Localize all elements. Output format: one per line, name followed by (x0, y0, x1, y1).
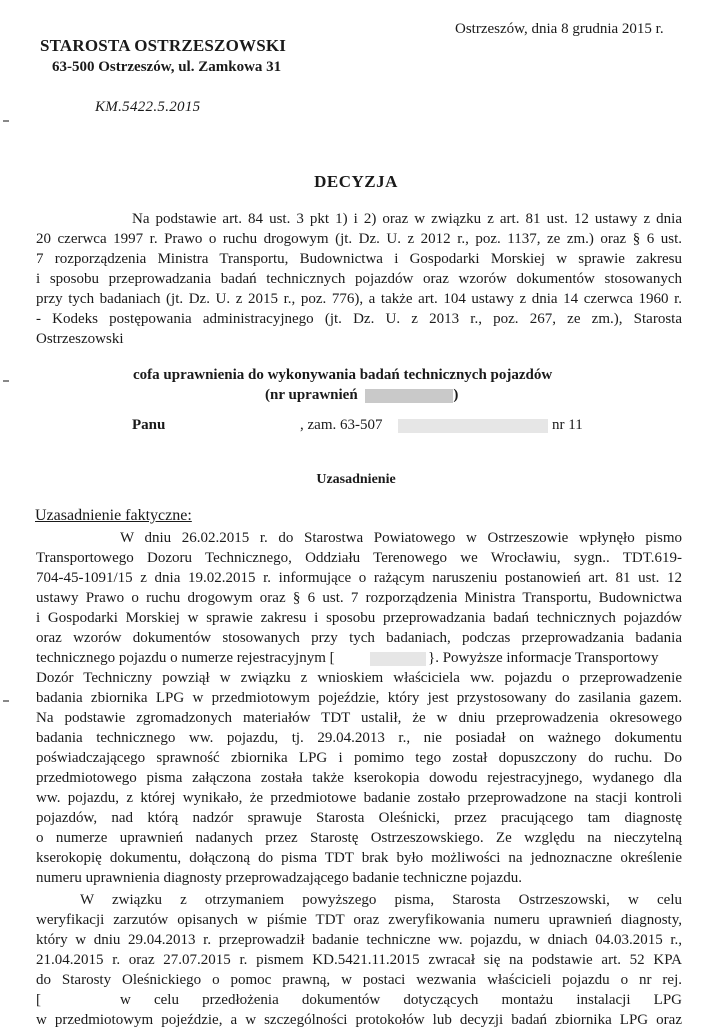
legal-basis-line: - Kodeks postępowania administracyjnego (jt. Dz. U. z 2013 r., poz. 267, ze zm.), Starosta (36, 311, 682, 327)
redacted-address (398, 419, 548, 433)
body-line: 704-45-1091/15 z dnia 19.02.2015 r. informujące o rażącym naruszeniu postanowień art. 81 ust. 12 (36, 570, 682, 586)
document-date: Ostrzeszów, dnia 8 grudnia 2015 r. (455, 21, 664, 37)
legal-basis-line: przy tych badaniach (jt. Dz. U. z 2015 r., poz. 776), a także art. 104 ustawy z dnia 14 czerwca 1960 r. (36, 291, 682, 307)
recipient-label: Panu (132, 417, 166, 433)
body-line-prefix: [ (36, 992, 41, 1008)
legal-basis-line: Na podstawie art. 84 ust. 3 pkt 1) i 2) oraz w związku z art. 81 ust. 12 ustawy z dnia (132, 211, 682, 227)
legal-basis-line: i sposobu przeprowadzania badań technicznych pojazdów oraz wzorów dokumentów stosowanych (36, 271, 682, 287)
body-line: weryfikacji zarzutów opisanych w piśmie TDT oraz zweryfikowania numeru uprawnień diagnosty, (36, 912, 682, 928)
body-line: technicznego pojazdu o numerze rejestracyjnym [ (36, 650, 335, 666)
hole-punch-marks (3, 0, 13, 1024)
body-line: Na podstawie zgromadzonych materiałów TDT ustalił, że w dniu przeprowadzenia okresowego (36, 710, 682, 726)
body-line: który w dniu 29.04.2013 r. przeprowadził badanie techniczne ww. pojazdu, w dniach 04.03.2015 r., (36, 932, 682, 948)
body-line-tail: }. Powyższe informacje Transportowy (428, 650, 659, 666)
permit-number-prefix: (nr uprawnień (265, 387, 358, 403)
permit-number (265, 386, 458, 406)
decision-statement: cofa uprawnienia do wykonywania badań technicznych pojazdów (133, 367, 553, 383)
body-line: o numerze uprawnień nadanych przez Starostę Ostrzeszowskiego. Ze względu na nieczytelną (36, 830, 682, 846)
office-address: 63-500 Ostrzeszów, ul. Zamkowa 31 (52, 59, 282, 75)
factual-justification-heading: Uzasadnienie faktyczne: (35, 507, 192, 524)
body-line: W dniu 26.02.2015 r. do Starostwa Powiatowego w Ostrzeszowie wpłynęło pismo (120, 530, 682, 546)
permit-number-suffix: ) (453, 387, 459, 403)
document-title: DECYZJA (314, 172, 398, 191)
body-line: do Starosty Oleśnickiego o pomoc prawną, w postaci wezwania właścicieli pojazdu o nr rej. (36, 972, 682, 988)
recipient-address: , zam. 63-507 (300, 417, 383, 433)
body-line: Dozór Techniczny powziął w związku z wnioskiem właściciela ww. pojazdu o przeprowadzenie (36, 670, 682, 686)
recipient-house-number: nr 11 (552, 417, 583, 433)
redacted-registration (370, 652, 426, 666)
body-line: Transportowego Dozoru Technicznego, Oddziału Terenowego we Wrocławiu, sygn.. TDT.619- (36, 550, 682, 566)
body-line: ustawy Prawo o ruchu drogowym oraz § 6 ust. 7 rozporządzenia Ministra Transportu, Budownictwa (36, 590, 682, 606)
legal-basis-line: Ostrzeszowski (36, 331, 124, 347)
body-line: numeru uprawnienia diagnosty przeprowadzającego badanie techniczne pojazdu. (36, 870, 523, 886)
legal-basis-line: 20 czerwca 1997 r. Prawo o ruchu drogowym (jt. Dz. U. z 2012 r., poz. 1137, ze zm.) oraz § 6 ust. (36, 231, 682, 247)
body-line: poświadczającego sprawność zbiornika LPG i pomimo tego został dopuszczony do ruchu. Do (36, 750, 682, 766)
body-line: przedmiotowego pisma załączona została także kserokopia dowodu rejestracyjnego, wydanego dla (36, 770, 682, 786)
justification-heading: Uzasadnienie (316, 472, 396, 487)
case-reference: KM.5422.5.2015 (95, 99, 201, 115)
body-line: oraz wzorów dokumentów stosowanych przy tych badaniach, podczas przeprowadzania badania (36, 630, 682, 646)
body-line: 21.04.2015 r. oraz 27.07.2015 r. pismem KD.5421.11.2015 zwracał się na podstawie art. 52 KPA (36, 952, 682, 968)
body-line: pojazdów, nad którą nadzór sprawuje Starosta Oleśnicki, przez pracującego tam diagnostę (36, 810, 682, 826)
body-line: badania technicznego ww. pojazdu, tj. 29.04.2013 r., nie posiadał on ważnego dokumentu (36, 730, 682, 746)
body-line: W związku z otrzymaniem powyższego pisma, Starosta Ostrzeszowski, w celu (80, 892, 682, 908)
redacted-permit-number (365, 389, 453, 403)
body-line: w przedmiotowym pojeździe, a w szczególności protokołów lub decyzji badań zbiornika LPG oraz (36, 1012, 682, 1028)
body-line: ww. pojazdu, z której wynikało, że przedmiotowe badanie zostało przeprowadzone na stacji kontroli (36, 790, 682, 806)
body-line: w celu przedłożenia dokumentów dotyczących montażu instalacji LPG (120, 992, 682, 1008)
legal-basis-line: 7 rozporządzenia Ministra Transportu, Budownictwa i Gospodarki Morskiej w sprawie zakresu (36, 251, 682, 267)
body-line: kserokopię dokumentu, dołączoną do pisma TDT brak było możliwości na jednoznaczne określenie (36, 850, 682, 866)
issuing-office: STAROSTA OSTRZESZOWSKI (40, 36, 287, 55)
body-line: i Gospodarki Morskiej w sprawie zakresu i sposobu przeprowadzania badań technicznych pojazdów (36, 610, 682, 626)
body-line: badania zbiornika LPG w przedmiotowym pojeździe, który jest przystosowany do zasilania gazem. (36, 690, 682, 706)
